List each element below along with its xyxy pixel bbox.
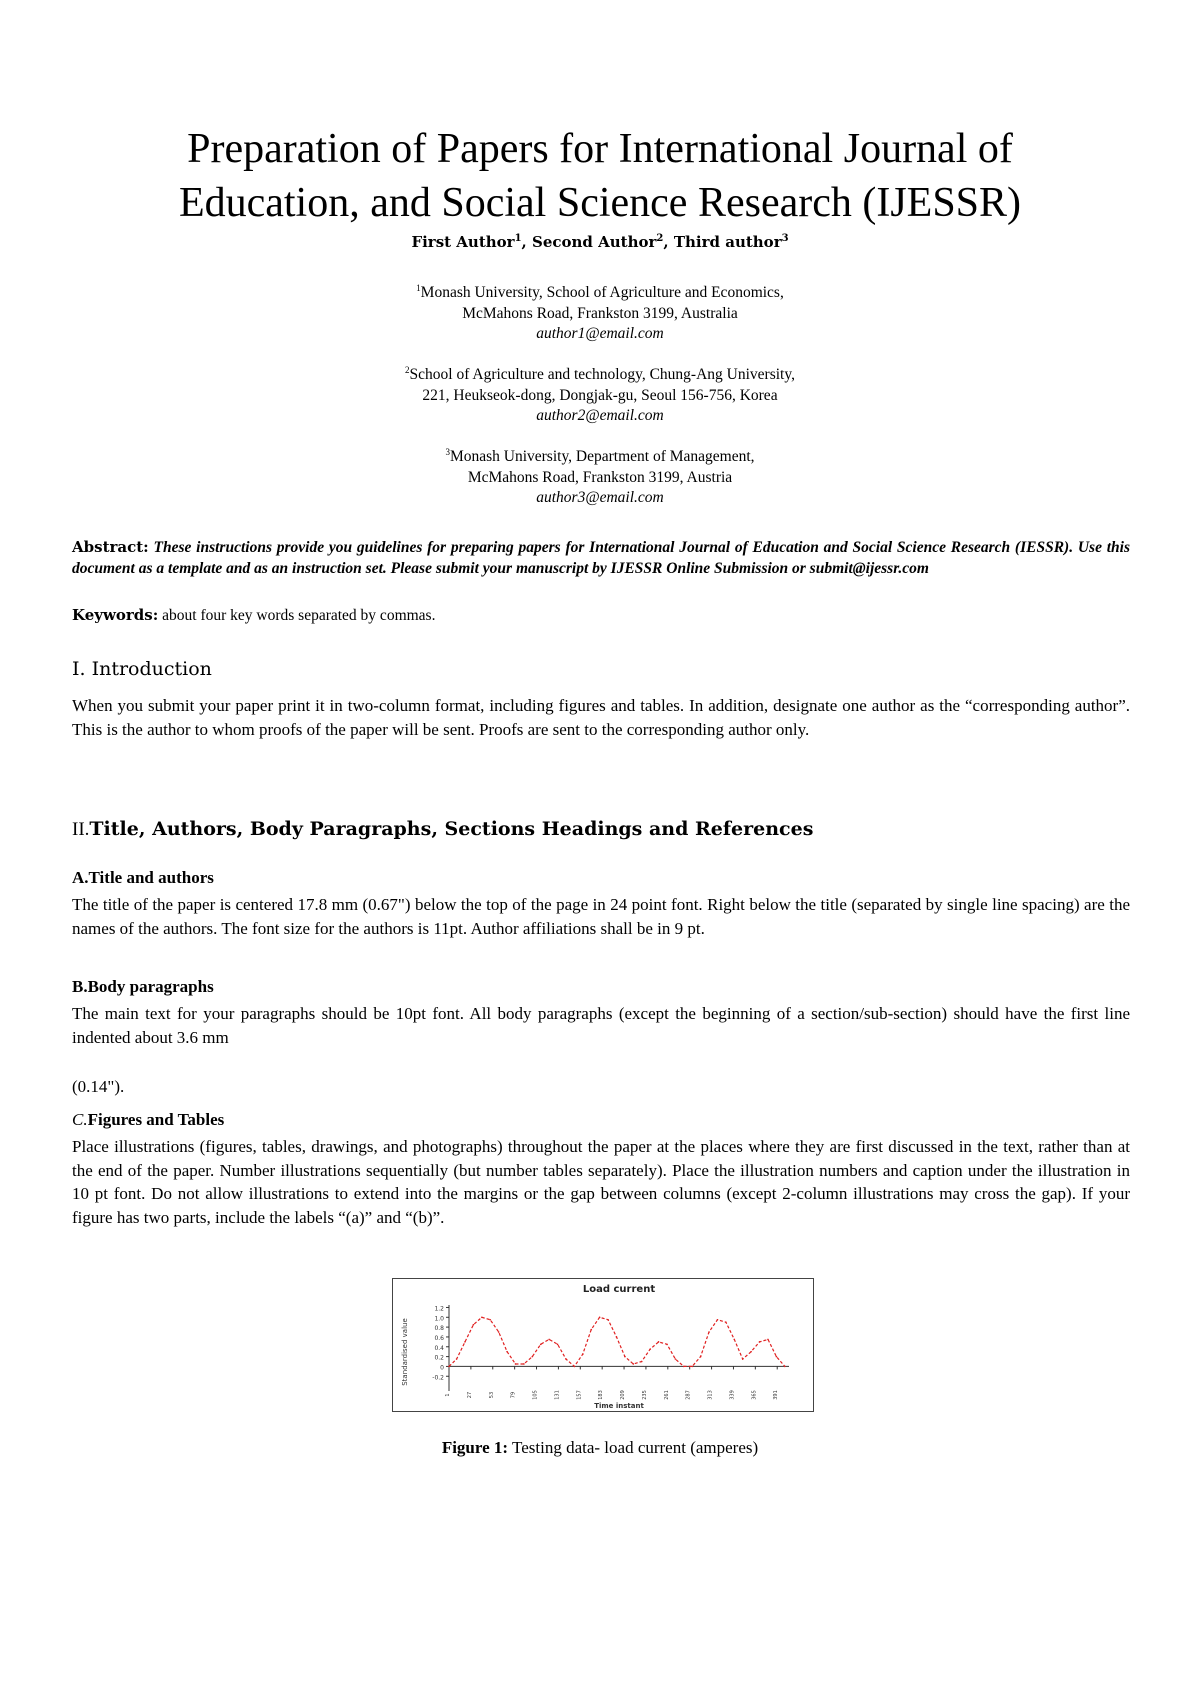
- load-current-point: [776, 1356, 778, 1358]
- y-tick-label: 0.8: [434, 1325, 444, 1333]
- x-tick-label: 157: [576, 1390, 583, 1400]
- author-3-email: author3@email.com: [536, 489, 664, 507]
- load-current-point: [683, 1366, 685, 1368]
- y-axis-label: Standardised value: [401, 1318, 409, 1386]
- load-current-point: [649, 1348, 651, 1350]
- affiliation-2: $^2$School of Agriculture and technology, Chung-Ang University, 221, Heukseok-dong, Dongjak-gu, Seoul 156-756, Korea author2@email.com: [405, 365, 795, 425]
- load-current-series-line: [449, 1317, 785, 1366]
- load-current-point: [607, 1319, 609, 1321]
- subsection-a-paragraph: The title of the paper is centered 17.8 mm (0.67") below the top of the page in 24 point font. Right below the title (separated by single line spacing) are the names of the authors. The font size for the authors is 11pt. Author affiliations shall be in 9 pt.: [72, 895, 1130, 938]
- x-tick-label: 27: [466, 1391, 473, 1399]
- load-current-point: [523, 1363, 525, 1365]
- author-2-email: author2@email.com: [536, 407, 664, 425]
- figure-1-chart: [392, 1278, 814, 1412]
- abstract: [72, 537, 1130, 579]
- x-tick-label: 339: [729, 1390, 736, 1400]
- y-tick-label: 1.0: [434, 1315, 444, 1323]
- title-line-2: Education, and Social Science Research (IJESSR): [178, 180, 1022, 226]
- load-current-point: [582, 1353, 584, 1355]
- load-current-point: [675, 1358, 677, 1360]
- section-2-title: Title, Authors, Body Paragraphs, Sections Headings and References: [89, 818, 814, 840]
- author-2-sup: 2: [656, 233, 664, 244]
- affiliation-1: $^1$Monash University, School of Agriculture and Economics, McMahons Road, Frankston 3199, Australia author1@email.com: [416, 283, 784, 343]
- keywords: [72, 606, 1130, 625]
- load-current-point: [708, 1331, 710, 1333]
- load-current-point: [448, 1366, 450, 1368]
- load-current-point: [658, 1341, 660, 1343]
- load-current-point: [456, 1358, 458, 1360]
- y-tick-label: -0.2: [432, 1374, 444, 1382]
- load-current-point: [641, 1361, 643, 1363]
- load-current-point: [532, 1356, 534, 1358]
- load-current-point: [767, 1339, 769, 1341]
- load-current-point: [666, 1344, 668, 1346]
- x-tick-label: 391: [773, 1390, 780, 1400]
- author-2: Second Author: [532, 233, 657, 251]
- x-tick-label: 365: [751, 1390, 758, 1400]
- load-current-point: [624, 1356, 626, 1358]
- load-current-point: [473, 1324, 475, 1326]
- load-current-point: [633, 1363, 635, 1365]
- affiliation-3: $^3$Monash University, Department of Management, McMahons Road, Frankston 3199, Austria author3@email.com: [445, 447, 755, 507]
- x-tick-label: 1: [445, 1393, 451, 1397]
- paper-title: [60, 122, 1140, 230]
- section-1-heading: I. Introduction: [72, 658, 212, 680]
- load-current-point: [717, 1319, 719, 1321]
- subsection-b-heading: B.Body paragraphs: [72, 977, 214, 996]
- load-current-point: [464, 1341, 466, 1343]
- load-current-point: [784, 1366, 786, 1368]
- chart-title: Load current: [582, 1284, 656, 1295]
- load-current-point: [481, 1316, 483, 1318]
- load-current-point: [565, 1358, 567, 1360]
- x-tick-label: 313: [707, 1390, 714, 1400]
- author-3-sup: 3: [781, 233, 789, 244]
- load-current-point: [574, 1366, 576, 1368]
- x-tick-label: 287: [685, 1390, 692, 1400]
- x-tick-label: 261: [663, 1390, 670, 1400]
- author-1: First Author: [411, 233, 515, 251]
- section-1-paragraph: When you submit your paper print it in two-column format, including figures and tables. In addition, designate one author as the “corresponding author”. This is the author to whom proofs of the paper will be sent. Proofs are sent to the corresponding author only.: [72, 696, 1130, 739]
- x-tick-label: 131: [554, 1390, 561, 1400]
- load-current-point: [742, 1358, 744, 1360]
- author-3: Third author: [673, 233, 782, 251]
- section-2-number: II.: [72, 819, 90, 840]
- load-current-point: [616, 1336, 618, 1338]
- x-tick-label: 235: [641, 1390, 648, 1400]
- abstract-label: Abstract:: [72, 538, 149, 556]
- title-line-1: Preparation of Papers for International Journal of: [187, 126, 1013, 172]
- load-current-point: [691, 1366, 693, 1368]
- figure-1-caption: [300, 1438, 900, 1458]
- x-axis-label: Time instant: [594, 1402, 644, 1410]
- subsection-a-heading: A.Title and authors: [72, 868, 214, 887]
- author-1-sup: 1: [514, 233, 522, 244]
- load-current-point: [725, 1321, 727, 1323]
- subsection-b-paragraph-cont: (0.14").: [72, 1077, 125, 1096]
- load-current-point: [540, 1344, 542, 1346]
- subsection-c-letter: C.: [72, 1110, 88, 1129]
- load-current-point: [506, 1351, 508, 1353]
- subsection-c-paragraph: Place illustrations (figures, tables, drawings, and photographs) throughout the paper at the places where they are first discussed in the text, rather than at the end of the paper. Number illustrations sequentially (but number tables separately). Place the illustration numbers and caption under the illustration in 10 pt font. Do not allow illustrations to extend into the margins or the gap between columns (except 2-column illustrations may cross the gap). If your figure has two parts, include the labels “(a)” and “(b)”.: [72, 1137, 1130, 1227]
- section-2-heading: [72, 818, 813, 841]
- load-current-chart: [393, 1279, 813, 1411]
- x-tick-label: 209: [620, 1390, 627, 1400]
- load-current-point: [498, 1331, 500, 1333]
- x-tick-label: 183: [598, 1390, 605, 1400]
- keywords-label: Keywords:: [72, 606, 159, 624]
- y-tick-label: 0: [440, 1364, 444, 1372]
- abstract-text: These instructions provide you guidelines for preparing papers for International Journal of Education and Social Science Research (IESSR). Use this document as a template and as an instruction set. Please submit your manuscript by IJESSR Online Submission or submit@ijessr.com: [72, 539, 1131, 577]
- author-list: First Author$^1$, Second Author$^2$, Third author$^3$: [411, 233, 789, 251]
- subsection-c-heading: C.Figures and Tables: [72, 1110, 225, 1129]
- load-current-point: [515, 1363, 517, 1365]
- load-current-point: [590, 1329, 592, 1331]
- x-tick-label: 79: [510, 1391, 517, 1399]
- load-current-point: [599, 1316, 601, 1318]
- load-current-point: [750, 1351, 752, 1353]
- load-current-point: [489, 1319, 491, 1321]
- figure-1-caption-text: Testing data- load current (amperes): [508, 1438, 759, 1457]
- x-tick-label: 53: [488, 1391, 495, 1399]
- load-current-point: [548, 1339, 550, 1341]
- y-tick-label: 0.6: [434, 1334, 444, 1342]
- load-current-point: [759, 1341, 761, 1343]
- load-current-point: [700, 1356, 702, 1358]
- load-current-point: [557, 1344, 559, 1346]
- load-current-point: [733, 1339, 735, 1341]
- y-tick-label: 0.2: [434, 1354, 444, 1362]
- author-1-email: author1@email.com: [536, 325, 664, 343]
- keywords-text: about four key words separated by commas.: [162, 607, 436, 624]
- y-tick-label: 1.2: [434, 1305, 444, 1313]
- x-tick-label: 105: [532, 1390, 539, 1400]
- y-tick-label: 0.4: [434, 1344, 444, 1352]
- figure-1-label: Figure 1:: [441, 1438, 509, 1457]
- subsection-b-paragraph: The main text for your paragraphs should be 10pt font. All body paragraphs (except the beginning of a section/sub-section) should have the first line indented about 3.6 mm: [72, 1004, 1130, 1047]
